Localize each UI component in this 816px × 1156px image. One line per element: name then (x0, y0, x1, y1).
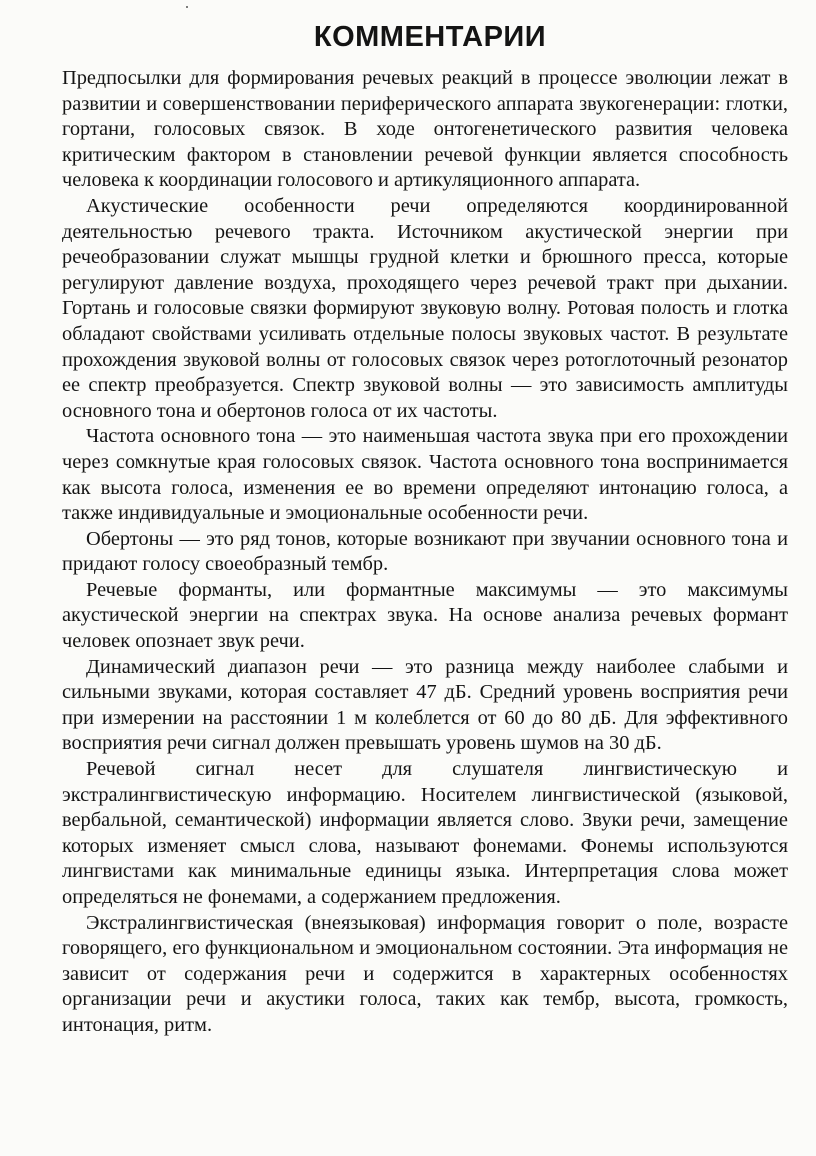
paragraph-8: Экстралингвистическая (внеязыковая) информация говорит о поле, возрасте говорящего, его функциональном и эмоциональном состоянии. Эта информация не зависит от содержания речи и содержится в характерных особенностях организации речи и акустики голоса, таких как тембр, высота, громкость, интонация, ритм. (62, 911, 788, 1036)
paragraph-5: Речевые форманты, или формантные максимумы — это максимумы акустической энергии на спектрах звука. На основе анализа речевых формант человек опознает звук речи. (62, 578, 788, 653)
page-title: КОММЕНТАРИИ (313, 21, 547, 53)
scan-speck (186, 6, 188, 8)
paragraph-7: Речевой сигнал несет для слушателя лингвистическую и экстралингвистическую информацию. Носителем лингвистической (языковой, вербальной, семантической) информации является слово. Звуки речи, замещение которых изменяет смысл слова, называют фонемами. Фонемы используются лингвистами как минимальные единицы языка. Интерпретация слова может определяться не фонемами, а содержанием предложения. (62, 758, 788, 908)
paragraph-6: Динамический диапазон речи — это разница между наиболее слабыми и сильными звуками, которая составляет 47 дБ. Средний уровень восприятия речи при измерении на расстоянии 1 м колеблется от 60 до 80 дБ. Для эффективного восприятия речи сигнал должен превышать уровень шумов на 30 дБ. (62, 655, 788, 755)
paragraph-3: Частота основного тона — это наименьшая частота звука при его прохождении через сомкнутые края голосовых связок. Частота основного тона воспринимается как высота голоса, изменения ее во времени определяют интонацию голоса, а также индивидуальные и эмоциональные особенности речи. (62, 425, 788, 525)
paragraph-4: Обертоны — это ряд тонов, которые возникают при звучании основного тона и придают голосу своеобразный тембр. (62, 527, 788, 576)
paragraph-1: Предпосылки для формирования речевых реакций в процессе эволюции лежат в развитии и совершенствовании периферического аппарата звукогенерации: глотки, гортани, голосовых связок. В ходе онтогенетического развития человека критическим фактором в становлении речевой функции является способность человека к координации голосового и артикуляционного аппарата. (62, 67, 788, 192)
paragraph-2: Акустические особенности речи определяются координированной деятельностью речевого тракта. Источником акустической энергии при речеобразовании служат мышцы грудной клетки и брюшного пресса, которые регулируют давление воздуха, проходящего через речевой тракт при дыхании. Гортань и голосовые связки формируют звуковую волну. Ротовая полость и глотка обладают свойствами усиливать отдельные полосы звуковых частот. В результате прохождения звуковой волны от голосовых связок через ротоглоточный резонатор ее спектр преобразуется. Спектр звуковой волны — это зависимость амплитуды основного тона и обертонов голоса от их частоты. (62, 194, 788, 422)
